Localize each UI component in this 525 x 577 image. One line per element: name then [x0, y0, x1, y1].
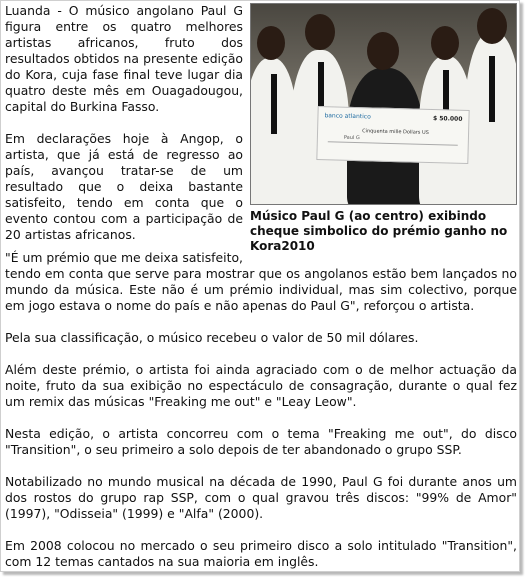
intro-paragraph-2: Em declarações hoje à Angop, o artista, que já está de regresso ao país, avançou tratar-se de um resultado que o deixa bastante satisfeito, tendo em conta que o evento contou com a participação de 20 artistas africanos.	[5, 131, 243, 242]
tie-far-right	[489, 56, 495, 122]
cheque-bank: banco atlantico	[324, 112, 371, 121]
quote-rest: tendo em conta que serve para mostrar que os angolanos estão bem lançados no mundo da música. Este não é um prémio individual, mas sim colectivo, porque em jogo estava o nome do país e não apenas do Paul G", reforçou o artista.	[5, 266, 517, 313]
person-far-right-head	[477, 8, 507, 44]
article-body	[5, 250, 517, 572]
person-far-left-head	[257, 26, 285, 60]
cheque-amount: $ 50.000	[432, 115, 463, 123]
person-right-head	[431, 26, 459, 60]
person-left-head	[305, 14, 335, 50]
quote-line-1: "É um prémio que me deixa satisfeito,	[5, 250, 243, 265]
tie-far-left	[271, 74, 277, 134]
cheque-payee: Paul G	[343, 134, 360, 142]
intro-column	[5, 3, 243, 259]
photo-caption: Músico Paul G (ao centro) exibindo cheque simbolico do prémio ganho no Kora2010	[250, 209, 508, 253]
body-paragraph-1: Pela sua classificação, o músico recebeu o valor de 50 mil dólares.	[5, 330, 419, 345]
body-paragraph-2: Além deste prémio, o artista foi ainda agraciado com o de melhor actuação da noite, fruto da sua exibição no espectáculo de consagração, durante o qual fez um remix das músicas "Freaking me out" e "Leay Leow".	[5, 362, 517, 409]
cheque-line	[328, 141, 458, 145]
quote-paragraph	[5, 250, 517, 314]
person-center-head	[367, 32, 399, 70]
body-paragraph-4: Notabilizado no mundo musical na década de 1990, Paul G foi durante anos um dos rostos do grupo rap SSP, com o qual gravou três discos: "99% de Amor" (1997), "Odisseia" (1999) e "Alfa" (2000).	[5, 474, 517, 521]
tie-left	[318, 62, 324, 106]
article-photo	[250, 3, 517, 205]
cheque-words: Cinquenta mille Dollars US	[362, 128, 429, 136]
body-paragraph-3: Nesta edição, o artista concorreu com o tema "Freaking me out", do disco "Transition", o seu primeiro a solo depois de ter abandonado o grupo SSP.	[5, 426, 517, 457]
body-paragraph-5: Em 2008 colocou no mercado o seu primeiro disco a solo intitulado "Transition", com 12 temas cantados na sua maioria em inglês.	[5, 538, 517, 569]
intro-paragraph-1: Luanda - O músico angolano Paul G figura entre os quatro melhores artistas africanos, fruto dos resultados obtidos na presente edição do Kora, cuja fase final teve lugar dia quatro deste mês em Ouagadougou, capital do Burkina Fasso.	[5, 3, 243, 114]
article-figure	[250, 3, 517, 254]
cheque-prop	[316, 106, 469, 164]
